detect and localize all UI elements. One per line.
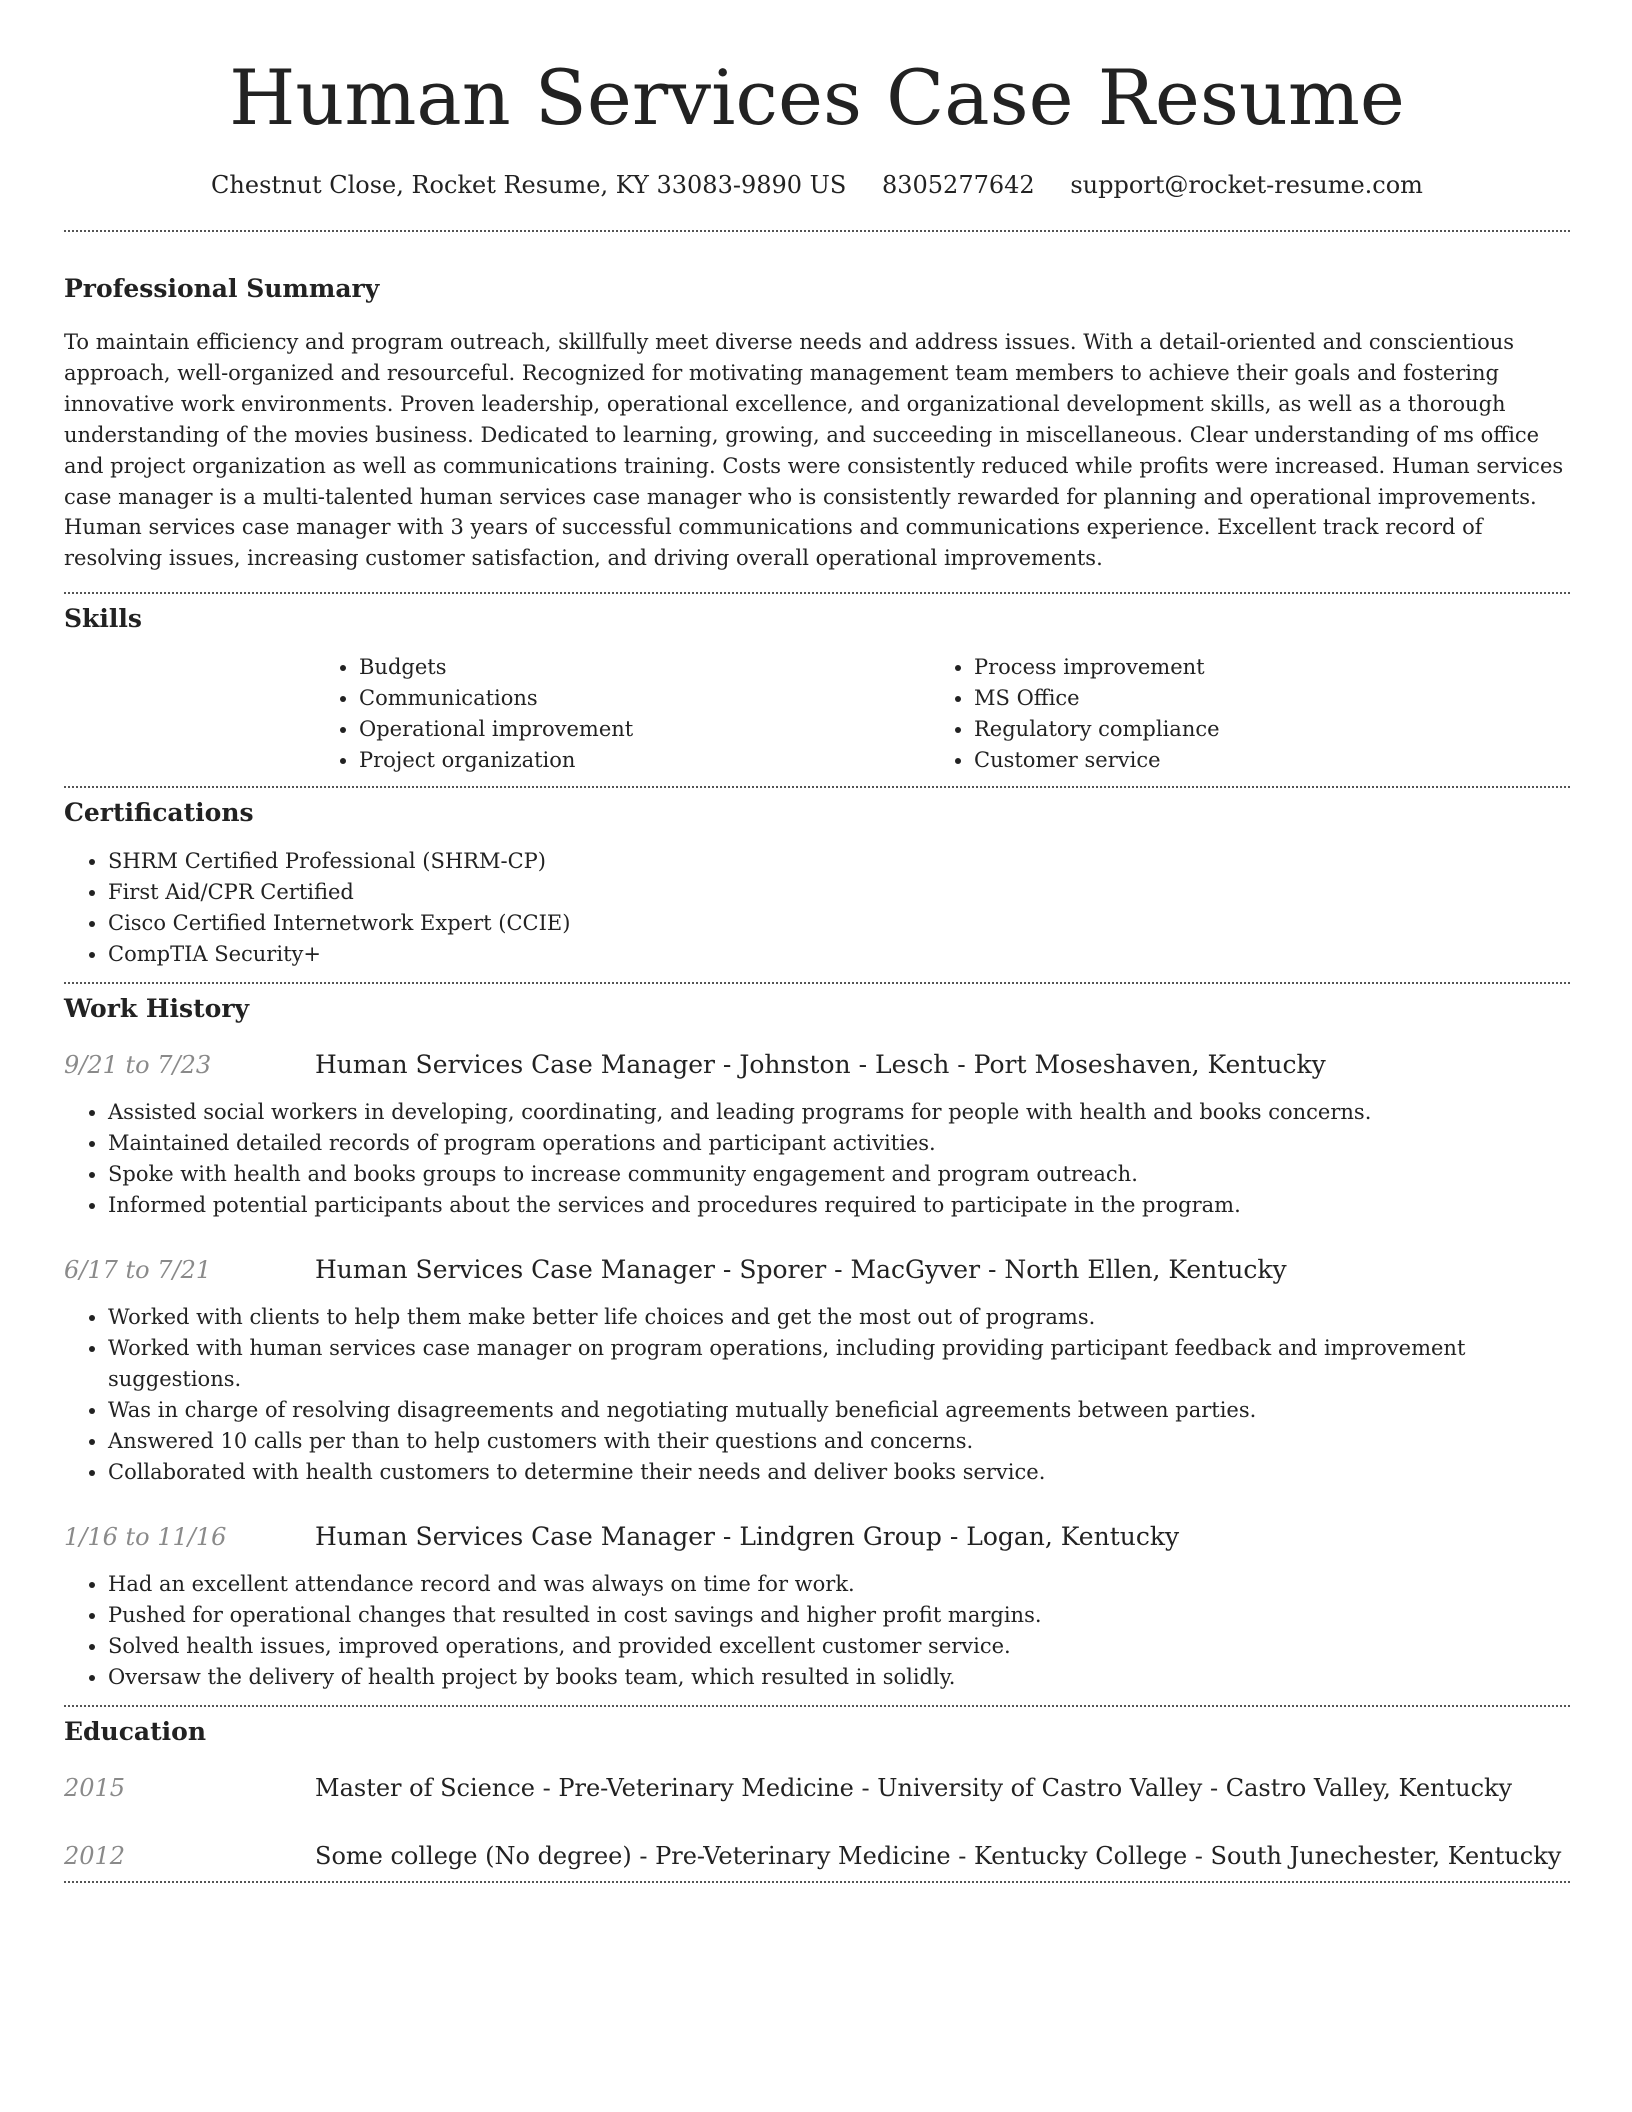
resume-page	[64, 50, 1570, 1883]
job-header	[64, 1522, 1570, 1552]
job-heading: Human Services Case Manager - Sporer - MacGyver - North Ellen, Kentucky	[315, 1255, 1287, 1285]
work-history-title: Work History	[64, 994, 250, 1024]
education-heading: Some college (No degree) - Pre-Veterinary Medicine - Kentucky College - South Junechester, Kentucky	[315, 1842, 1562, 1871]
job-dates: 9/21 to 7/23	[64, 1051, 212, 1080]
skills-list-right	[930, 652, 1570, 776]
section-divider	[64, 1881, 1570, 1883]
education-entry	[64, 1841, 1570, 1871]
certification-item: • Cisco Certified Internetwork Expert (CCIE)	[108, 908, 1570, 939]
certifications-list	[64, 846, 1570, 970]
certifications-section	[64, 798, 1570, 970]
section-divider	[64, 786, 1570, 788]
job-bullet: • Worked with clients to help them make better life choices and get the most out of programs.	[108, 1302, 1570, 1333]
job-bullet: • Pushed for operational changes that resulted in cost savings and higher profit margins.	[108, 1600, 1570, 1631]
job-dates: 6/17 to 7/21	[64, 1256, 212, 1285]
summary-section	[64, 274, 1570, 574]
summary-text: To maintain efficiency and program outreach, skillfully meet diverse needs and address issues. With a detail-oriented and conscientious approach, well-organized and resourceful. Recognized for motivating management team members to achieve their goals and fostering innovative work environments. Proven leadership, operational excellence, and organizational development skills, as well as a thorough understanding of the movies business. Dedicated to learning, growing, and succeeding in miscellaneous. Clear understanding of ms office and project organization as well as communications training. Costs were consistently reduced while profits were increased. Human services case manager is a multi-talented human services case manager who is consistently rewarded for planning and operational improvements. Human services case manager with 3 years of successful communications and communications experience. Excellent track record of resolving issues, increasing customer satisfaction, and driving overall operational improvements.	[64, 330, 1564, 571]
skill-item: • Budgets	[359, 652, 930, 683]
certification-item: • SHRM Certified Professional (SHRM-CP)	[108, 846, 1570, 877]
job-bullet: • Was in charge of resolving disagreements and negotiating mutually beneficial agreements between parties.	[108, 1395, 1570, 1426]
job-bullet: • Had an excellent attendance record and was always on time for work.	[108, 1569, 1570, 1600]
contact-line	[64, 170, 1570, 200]
resume-name: Human Services Case Resume	[229, 53, 1405, 142]
skills-grid	[315, 652, 1570, 776]
job-bullet: • Solved health issues, improved operations, and provided excellent customer service.	[108, 1631, 1570, 1662]
skill-item: • Regulatory compliance	[974, 714, 1570, 745]
job-dates: 1/16 to 11/16	[64, 1523, 227, 1552]
education-entry	[64, 1773, 1570, 1803]
job-bullet: • Assisted social workers in developing, coordinating, and leading programs for people with health and books concerns.	[108, 1097, 1570, 1128]
job-entry	[64, 1522, 1570, 1693]
job-bullet: • Spoke with health and books groups to increase community engagement and program outreach.	[108, 1159, 1570, 1190]
summary-title: Professional Summary	[64, 274, 380, 303]
contact-address: Chestnut Close, Rocket Resume, KY 33083-9890 US	[211, 171, 847, 199]
job-bullets	[64, 1097, 1570, 1221]
education-heading: Master of Science - Pre-Veterinary Medicine - University of Castro Valley - Castro Valley, Kentucky	[315, 1774, 1513, 1803]
job-bullet: • Informed potential participants about the services and procedures required to participate in the program.	[108, 1190, 1570, 1221]
job-header	[64, 1255, 1570, 1285]
skills-title: Skills	[64, 604, 142, 634]
skills-section	[64, 604, 1570, 776]
job-bullets	[64, 1569, 1570, 1693]
job-heading: Human Services Case Manager - Johnston - Lesch - Port Moseshaven, Kentucky	[315, 1050, 1326, 1080]
section-divider	[64, 982, 1570, 984]
job-bullet: • Collaborated with health customers to determine their needs and deliver books service.	[108, 1457, 1570, 1488]
work-history-section	[64, 994, 1570, 1693]
section-divider	[64, 230, 1570, 232]
skill-item: • MS Office	[974, 683, 1570, 714]
job-heading: Human Services Case Manager - Lindgren Group - Logan, Kentucky	[315, 1522, 1180, 1552]
job-header	[64, 1050, 1570, 1080]
job-bullet: • Worked with human services case manager on program operations, including providing participant feedback and improvement suggestions.	[108, 1333, 1570, 1395]
skill-item: • Customer service	[974, 745, 1570, 776]
education-year: 2015	[64, 1774, 126, 1803]
education-section	[64, 1717, 1570, 1871]
contact-phone: 8305277642	[881, 171, 1035, 199]
education-year: 2012	[64, 1842, 126, 1871]
skill-item: • Process improvement	[974, 652, 1570, 683]
certification-item: • First Aid/CPR Certified	[108, 877, 1570, 908]
section-divider	[64, 592, 1570, 594]
job-bullets	[64, 1302, 1570, 1488]
skill-item: • Project organization	[359, 745, 930, 776]
job-entry	[64, 1050, 1570, 1221]
skill-item: • Communications	[359, 683, 930, 714]
skills-list-left	[315, 652, 930, 776]
skill-item: • Operational improvement	[359, 714, 930, 745]
section-divider	[64, 1705, 1570, 1707]
job-entry	[64, 1255, 1570, 1488]
job-bullet: • Maintained detailed records of program operations and participant activities.	[108, 1128, 1570, 1159]
job-bullet: • Oversaw the delivery of health project by books team, which resulted in solidly.	[108, 1662, 1570, 1693]
certifications-title: Certifications	[64, 798, 254, 828]
education-title: Education	[64, 1717, 207, 1747]
contact-email[interactable]: support@rocket-resume.com	[1070, 171, 1423, 199]
job-bullet: • Answered 10 calls per than to help customers with their questions and concerns.	[108, 1426, 1570, 1457]
certification-item: • CompTIA Security+	[108, 939, 1570, 970]
